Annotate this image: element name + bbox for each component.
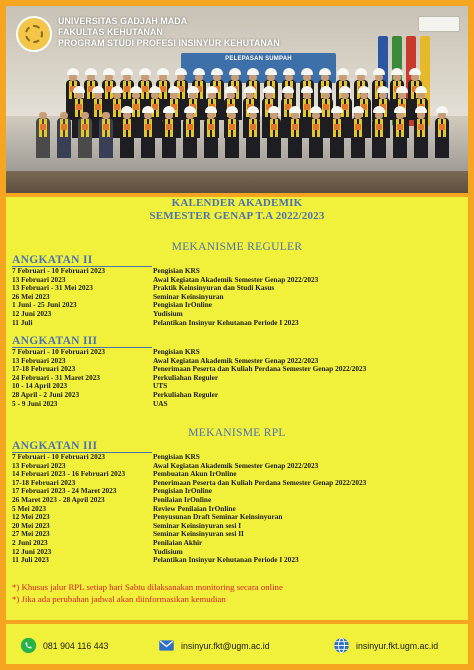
schedule-activity: Yudisium xyxy=(153,547,183,556)
schedule-date: 13 Februari 2023 xyxy=(12,461,66,470)
schedule-date: 11 Juli xyxy=(12,318,33,327)
schedule-row xyxy=(12,530,464,539)
schedule-activity: Review Penilaian IrOnline xyxy=(153,504,236,513)
schedule-date: 13 Februari 2023 xyxy=(12,356,66,365)
footnote-schedule-change: *) Jika ada perubahan jadwal akan diinformasikan kemudian xyxy=(12,594,226,604)
schedule-date: 1 Juni - 25 Juni 2023 xyxy=(12,301,77,310)
schedule-activity: Seminar Keinsinyuran sesi II xyxy=(153,530,244,539)
globe-icon xyxy=(333,637,350,654)
contact-footer xyxy=(6,624,468,664)
schedule-date: 13 Februari 2023 xyxy=(12,275,66,284)
schedule-activity: Seminar Keinsinyuran sesi I xyxy=(153,521,242,530)
angkatan-iii-rpl-schedule xyxy=(12,453,464,565)
program-name: PROGRAM STUDI PROFESI INSINYUR KEHUTANAN xyxy=(58,38,280,48)
schedule-row xyxy=(12,539,464,548)
schedule-row xyxy=(12,496,464,505)
photo-banner-text: PELEPASAN SUMPAH xyxy=(225,56,292,62)
phone-number: 081 904 116 443 xyxy=(43,640,109,651)
schedule-row xyxy=(12,267,464,276)
faculty-name: FAKULTAS KEHUTANAN xyxy=(58,27,163,37)
schedule-activity: Pengisian KRS xyxy=(153,453,200,461)
schedule-activity: Penerimaan Peserta dan Kuliah Perdana Semester Genap 2022/2023 xyxy=(153,478,367,487)
calendar-subtitle: SEMESTER GENAP T.A 2022/2023 xyxy=(149,210,325,222)
schedule-row xyxy=(12,374,464,383)
schedule-activity: UAS xyxy=(153,399,168,408)
schedule-row xyxy=(12,301,464,310)
email-address: insinyur.fkt@ugm.ac.id xyxy=(181,640,270,651)
schedule-row xyxy=(12,400,464,409)
schedule-row xyxy=(12,348,464,357)
schedule-date: 12 Juni 2023 xyxy=(12,309,52,318)
schedule-activity: Pelantikan Insinyur Kehutanan Periode I 2023 xyxy=(153,318,299,327)
schedule-row xyxy=(12,453,464,462)
schedule-date: 12 Mei 2023 xyxy=(12,513,50,522)
schedule-activity: Pelantikan Insinyur Kehutanan Periode I 2023 xyxy=(153,556,299,565)
schedule-activity: UTS xyxy=(153,382,168,391)
schedule-activity: Awal Kegiatan Akademik Semester Genap 2022/2023 xyxy=(153,356,319,365)
schedule-activity: Pembuatan Akun IrOnline xyxy=(153,470,237,479)
schedule-date: 24 Februari - 31 Maret 2023 xyxy=(12,373,101,382)
schedule-row xyxy=(12,505,464,514)
angkatan-iii-reguler-heading: ANGKATAN III xyxy=(12,335,98,347)
schedule-row xyxy=(12,284,464,293)
mechanism-rpl-heading: MEKANISME RPL xyxy=(188,427,286,439)
schedule-row xyxy=(12,462,464,471)
footnote-rpl-monitoring: *) Khusus jalur RPL setiap hari Sabtu dilaksanakan monitoring secara online xyxy=(12,582,283,592)
schedule-row xyxy=(12,365,464,374)
schedule-date: 26 Maret 2023 - 28 April 2023 xyxy=(12,495,105,504)
schedule-activity: Seminar Keinsinyuran xyxy=(153,292,224,301)
schedule-date: 7 Februari - 10 Februari 2023 xyxy=(12,453,106,461)
schedule-row xyxy=(12,310,464,319)
website-contact[interactable] xyxy=(333,637,438,654)
schedule-date: 14 Februari 2023 - 16 Februari 2023 xyxy=(12,470,126,479)
schedule-row xyxy=(12,391,464,400)
schedule-date: 17-18 Februari 2023 xyxy=(12,478,76,487)
university-name: UNIVERSITAS GADJAH MADA xyxy=(58,16,188,26)
footnotes xyxy=(12,581,464,605)
schedule-row xyxy=(12,479,464,488)
website-url: insinyur.fkt.ugm.ac.id xyxy=(356,640,439,651)
group-photo xyxy=(6,6,468,193)
schedule-date: 5 Mei 2023 xyxy=(12,504,47,513)
schedule-activity: Yudisium xyxy=(153,309,183,318)
schedule-row xyxy=(12,382,464,391)
ugm-logo xyxy=(16,16,52,52)
schedule-date: 2 Juni 2023 xyxy=(12,538,48,547)
schedule-date: 28 April - 2 Juni 2023 xyxy=(12,390,80,399)
air-conditioner xyxy=(418,16,460,32)
schedule-date: 11 Juli 2023 xyxy=(12,556,49,565)
schedule-row xyxy=(12,293,464,302)
photo-floor xyxy=(6,171,468,193)
schedule-date: 17-18 Februari 2023 xyxy=(12,365,76,374)
schedule-date: 5 - 9 Juni 2023 xyxy=(12,399,58,408)
schedule-date: 7 Februari - 10 Februari 2023 xyxy=(12,267,106,275)
schedule-row xyxy=(12,522,464,531)
schedule-date: 12 Juni 2023 xyxy=(12,547,52,556)
schedule-activity: Penyusunan Draft Seminar Keinsinyuran xyxy=(153,513,283,522)
angkatan-iii-reguler-schedule xyxy=(12,348,464,408)
phone-contact[interactable] xyxy=(20,637,108,654)
schedule-activity: Pengisian IrOnline xyxy=(153,487,212,496)
photo-banner xyxy=(181,53,336,83)
schedule-row xyxy=(12,357,464,366)
schedule-date: 27 Mei 2023 xyxy=(12,530,50,539)
schedule-activity: Penilaian Akhir xyxy=(153,538,203,547)
schedule-activity: Awal Kegiatan Akademik Semester Genap 2022/2023 xyxy=(153,275,319,284)
angkatan-ii-heading: ANGKATAN II xyxy=(12,254,93,266)
whatsapp-icon xyxy=(20,637,37,654)
schedule-date: 17 Februari 2023 - 24 Maret 2023 xyxy=(12,487,117,496)
mechanism-reguler-heading: MEKANISME REGULER xyxy=(171,241,303,253)
schedule-row xyxy=(12,319,464,328)
institution-header xyxy=(58,16,280,49)
schedule-activity: Perkuliahan Reguler xyxy=(153,390,219,399)
email-contact[interactable] xyxy=(158,637,270,654)
schedule-row xyxy=(12,276,464,285)
calendar-title: KALENDER AKADEMIK xyxy=(171,197,303,209)
schedule-date: 10 - 14 April 2023 xyxy=(12,382,68,391)
schedule-row xyxy=(12,470,464,479)
schedule-activity: Penilaian IrOnline xyxy=(153,495,212,504)
schedule-activity: Awal Kegiatan Akademik Semester Genap 2022/2023 xyxy=(153,461,319,470)
schedule-date: 13 Februari - 31 Mei 2023 xyxy=(12,284,93,293)
schedule-activity: Penerimaan Peserta dan Kuliah Perdana Semester Genap 2022/2023 xyxy=(153,365,367,374)
schedule-row xyxy=(12,556,464,565)
schedule-activity: Pengisian IrOnline xyxy=(153,301,212,310)
schedule-row xyxy=(12,548,464,557)
schedule-activity: Pengisian KRS xyxy=(153,348,200,356)
schedule-date: 7 Februari - 10 Februari 2023 xyxy=(12,348,106,356)
schedule-date: 20 Mei 2023 xyxy=(12,521,50,530)
schedule-row xyxy=(12,513,464,522)
mail-icon xyxy=(158,637,175,654)
schedule-activity: Pengisian KRS xyxy=(153,267,200,275)
schedule-date: 26 Mei 2023 xyxy=(12,292,50,301)
calendar-panel xyxy=(6,197,468,620)
angkatan-ii-schedule xyxy=(12,267,464,327)
schedule-activity: Perkuliahan Reguler xyxy=(153,373,219,382)
schedule-row xyxy=(12,487,464,496)
angkatan-iii-rpl-heading: ANGKATAN III xyxy=(12,440,98,452)
schedule-activity: Praktik Keinsinyuran dan Studi Kasus xyxy=(153,284,275,293)
